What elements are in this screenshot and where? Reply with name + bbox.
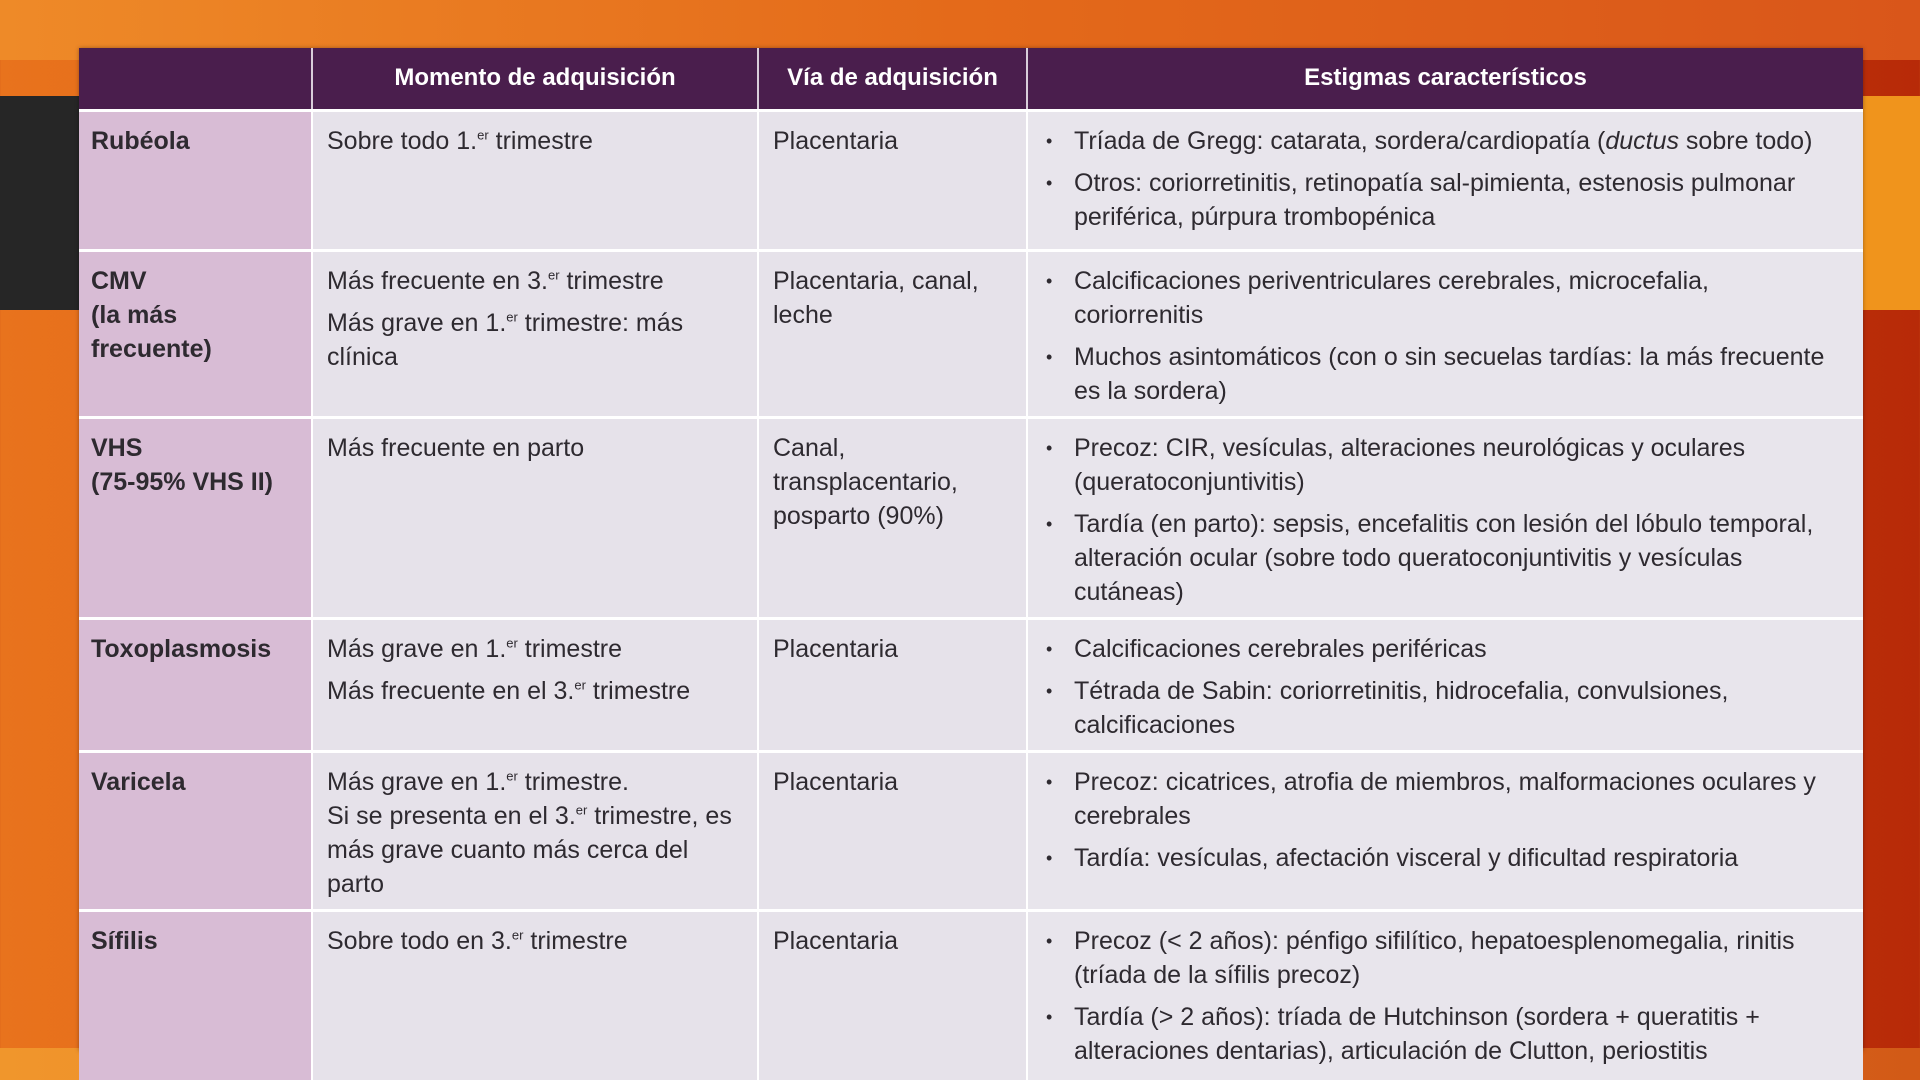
text-segment: Canal, transplacentario, posparto (90%) [773,433,958,530]
slide-right-accent [1862,96,1920,310]
table-header-row [79,48,1863,110]
estigma-item [1042,431,1843,499]
text-segment: Placentaria, canal, leche [773,266,979,329]
table-row [79,417,1863,618]
table-row [79,250,1863,417]
estigmas-cell [1027,250,1863,417]
slide-left-accent [0,96,80,310]
infection-name-cell [79,910,312,1080]
text-segment: Tríada de Gregg: catarata, sordera/cardiopatía ( [1074,126,1606,155]
text-segment: Calcificaciones periventriculares cerebrales, microcefalia, coriorrenitis [1074,266,1709,329]
ordinal-superscript: er [575,802,588,818]
estigma-item [1042,1000,1843,1068]
text-segment: Tardía: vesículas, afectación visceral y dificultad respiratoria [1074,843,1739,872]
text-segment: Tardía (en parto): sepsis, encefalitis con lesión del lóbulo temporal, alteración ocular (sobre todo queratoconjuntivitis y vesículas cutáneas) [1074,509,1814,606]
table-row [79,751,1863,910]
via-line [773,264,1014,332]
via-cell [758,910,1027,1080]
text-segment: trimestre [523,926,628,955]
infection-name-line: VHS [91,433,143,462]
text-segment: Precoz: CIR, vesículas, alteraciones neurológicas y oculares (queratoconjuntivitis) [1074,433,1746,496]
ordinal-superscript: er [574,677,586,693]
via-cell [758,417,1027,618]
ordinal-superscript: er [506,309,518,325]
via-line [773,765,1014,799]
text-segment: Placentaria [773,634,899,663]
estigmas-cell [1027,910,1863,1080]
text-segment: Calcificaciones cerebrales periféricas [1074,634,1487,663]
estigma-item [1042,765,1843,833]
text-segment: trimestre, es más grave cuanto más cerca del parto [327,801,732,898]
estigmas-cell [1027,618,1863,751]
momento-cell [312,110,758,250]
via-cell [758,751,1027,910]
via-line [773,924,1014,958]
ordinal-superscript: er [547,267,560,283]
estigmas-list [1042,924,1843,1068]
momento-line [327,124,745,158]
italic-term: ductus [1605,126,1679,155]
text-segment: Tardía (> 2 años): tríada de Hutchinson (sordera + queratitis + alteraciones dentarias), articulación de Clutton, periostitis [1074,1002,1760,1065]
estigmas-list [1042,124,1843,234]
momento-line [327,431,745,465]
text-segment: Tétrada de Sabin: coriorretinitis, hidrocefalia, convulsiones, calcificaciones [1074,676,1729,739]
estigma-item [1042,632,1843,666]
estigma-item [1042,166,1843,234]
table-row [79,910,1863,1080]
ordinal-superscript: er [511,927,524,943]
text-segment: Precoz (< 2 años): pénfigo sifilítico, hepatoesplenomegalia, rinitis (tríada de la sífilis precoz) [1074,926,1795,989]
via-line [773,431,1014,533]
text-segment: Placentaria [773,767,899,796]
text-segment: trimestre. [517,767,629,796]
estigma-item [1042,124,1843,158]
infections-table-container [79,48,1863,1065]
momento-cell [312,417,758,618]
infection-name-cell [79,110,312,250]
via-cell [758,618,1027,751]
text-segment: sobre todo) [1678,126,1813,155]
text-segment: Sobre todo 1. [327,126,478,155]
estigmas-list [1042,765,1843,875]
text-segment: Más grave en 1. [327,634,507,663]
estigma-item [1042,674,1843,742]
estigmas-cell [1027,751,1863,910]
infections-table [79,48,1863,1080]
ordinal-superscript: er [477,127,489,143]
ordinal-superscript: er [506,768,518,784]
estigmas-list [1042,431,1843,609]
via-cell [758,110,1027,250]
momento-line [327,264,745,298]
text-segment: Más frecuente en 3. [327,266,548,295]
table-row [79,110,1863,250]
infection-name-cell [79,417,312,618]
header-cell-momento: Momento de adquisición [312,48,758,110]
table-body [79,110,1863,1080]
via-cell [758,250,1027,417]
infection-name-line: (75-95% VHS II) [91,467,274,496]
infection-name-cell [79,618,312,751]
header-cell-estigmas: Estigmas característicos [1027,48,1863,110]
infection-name-line: Sífilis [91,926,158,955]
ordinal-superscript: er [506,635,518,651]
momento-cell [312,250,758,417]
text-segment: Otros: coriorretinitis, retinopatía sal-pimienta, estenosis pulmonar periférica, púrpura trombopénica [1074,168,1796,231]
text-segment: trimestre [585,676,691,705]
text-segment: Más grave en 1. [327,308,507,337]
estigma-item [1042,507,1843,609]
text-segment: trimestre [488,126,593,155]
text-segment: trimestre [517,634,623,663]
momento-cell [312,910,758,1080]
text-segment: Más grave en 1. [327,767,507,796]
momento-cell [312,618,758,751]
momento-line [327,306,745,374]
text-segment: trimestre [559,266,664,295]
infection-name-line: Rubéola [91,126,190,155]
momento-cell [312,751,758,910]
estigma-item [1042,340,1843,408]
momento-line [327,674,745,708]
text-segment: Si se presenta en el 3. [327,801,576,830]
text-segment: Placentaria [773,126,899,155]
via-line [773,124,1014,158]
infection-name-line: Toxoplasmosis [91,634,272,663]
estigma-item [1042,924,1843,992]
via-line [773,632,1014,666]
estigmas-list [1042,264,1843,408]
text-segment: trimestre: más clínica [327,308,684,371]
text-segment: Más frecuente en parto [327,433,585,462]
infection-name-cell [79,751,312,910]
header-cell-via: Vía de adquisición [758,48,1027,110]
infection-name-line: CMV [91,266,147,295]
text-segment: Sobre todo en 3. [327,926,512,955]
momento-line [327,924,745,958]
momento-line [327,632,745,666]
infection-name-line: (la más frecuente) [91,300,212,363]
text-segment: Placentaria [773,926,899,955]
estigmas-cell [1027,417,1863,618]
header-cell-empty [79,48,312,110]
estigma-item [1042,841,1843,875]
table-row [79,618,1863,751]
estigma-item [1042,264,1843,332]
infection-name-line: Varicela [91,767,186,796]
infection-name-cell [79,250,312,417]
estigmas-cell [1027,110,1863,250]
text-segment: Más frecuente en el 3. [327,676,575,705]
text-segment: Precoz: cicatrices, atrofia de miembros, malformaciones oculares y cerebrales [1074,767,1816,830]
text-segment: Muchos asintomáticos (con o sin secuelas tardías: la más frecuente es la sordera) [1074,342,1825,405]
estigmas-list [1042,632,1843,742]
momento-line [327,765,745,901]
